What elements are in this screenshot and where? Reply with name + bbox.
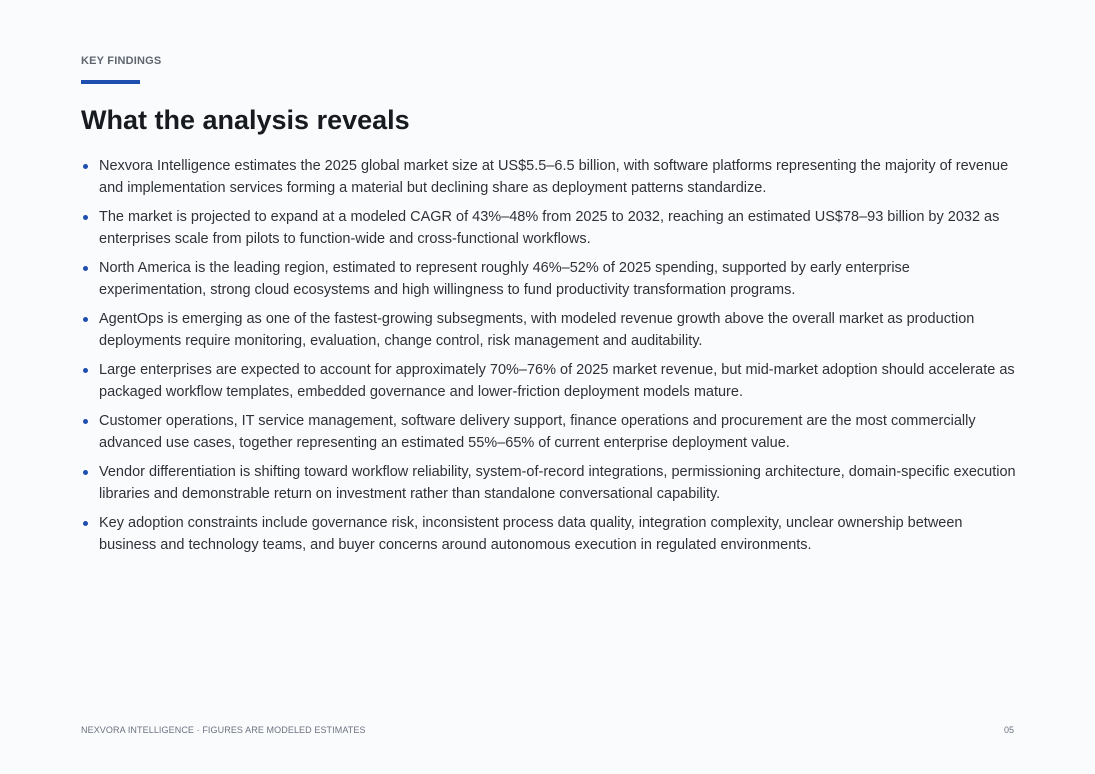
finding-item xyxy=(81,155,1016,199)
accent-rule xyxy=(81,80,140,84)
finding-text: Key adoption constraints include governance risk, inconsistent process data quality, integration complexity, unclear ownership between business and technology teams, and buyer concerns around autonomous execution in regulated environments. xyxy=(99,515,963,553)
finding-text: Nexvora Intelligence estimates the 2025 global market size at US$5.5–6.5 billion, with software platforms representing the majority of revenue and implementation services forming a material but declining share as deployment patterns standardize. xyxy=(99,158,1009,196)
bullet-icon xyxy=(83,470,88,475)
finding-item xyxy=(81,206,1016,250)
bullet-icon xyxy=(83,266,88,271)
finding-item xyxy=(81,359,1016,403)
finding-text: AgentOps is emerging as one of the fastest-growing subsegments, with modeled revenue growth above the overall market as production deployments require monitoring, evaluation, change control, risk management and auditability. xyxy=(99,311,975,349)
finding-item xyxy=(81,512,1016,556)
section-eyebrow: KEY FINDINGS xyxy=(81,55,162,67)
bullet-icon xyxy=(83,521,88,526)
finding-text: Customer operations, IT service management, software delivery support, finance operations and procurement are the most commercially advanced use cases, together representing an estimated 55%–65% of current enterprise deployment value. xyxy=(99,413,976,451)
finding-text: Vendor differentiation is shifting toward workflow reliability, system-of-record integrations, permissioning architecture, domain-specific execution libraries and demonstrable return on investment rather than standalone conversational capability. xyxy=(99,464,1016,502)
finding-item xyxy=(81,308,1016,352)
bullet-icon xyxy=(83,419,88,424)
finding-text: The market is projected to expand at a modeled CAGR of 43%–48% from 2025 to 2032, reaching an estimated US$78–93 billion by 2032 as enterprises scale from pilots to function-wide and cross-functional workflows. xyxy=(99,209,1000,247)
bullet-icon xyxy=(83,215,88,220)
footer-source: NEXVORA INTELLIGENCE · FIGURES ARE MODELED ESTIMATES xyxy=(81,725,366,735)
finding-item xyxy=(81,257,1016,301)
finding-item xyxy=(81,461,1016,505)
page-number: 05 xyxy=(1003,725,1014,735)
finding-item xyxy=(81,410,1016,454)
findings-list xyxy=(81,155,1016,563)
finding-text: North America is the leading region, estimated to represent roughly 46%–52% of 2025 spending, supported by early enterprise experimentation, strong cloud ecosystems and high willingness to fund productivity transformation programs. xyxy=(99,260,910,298)
page-title: What the analysis reveals xyxy=(81,105,410,135)
bullet-icon xyxy=(83,368,88,373)
bullet-icon xyxy=(83,317,88,322)
bullet-icon xyxy=(83,164,88,169)
finding-text: Large enterprises are expected to account for approximately 70%–76% of 2025 market revenue, but mid-market adoption should accelerate as packaged workflow templates, embedded governance and lower-friction deployment models mature. xyxy=(99,362,1015,400)
